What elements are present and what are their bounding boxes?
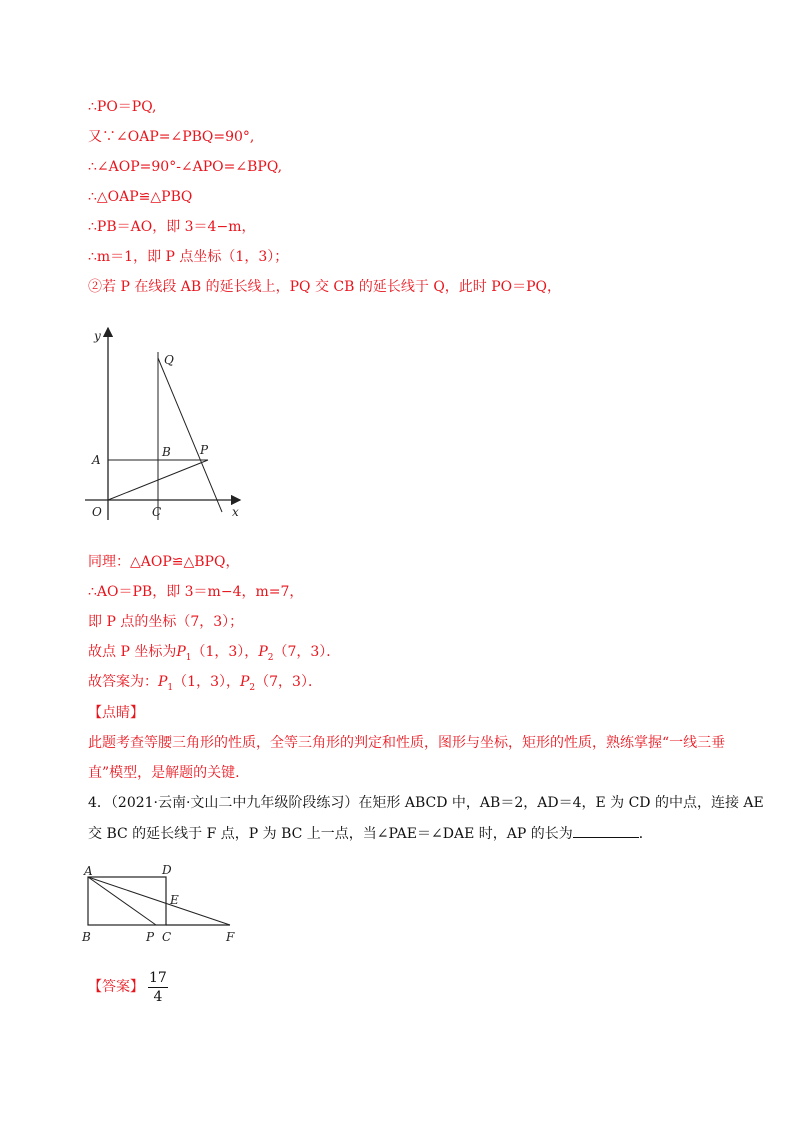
answer-numerator: 17: [149, 969, 167, 986]
solution-line-7: ②若 P 在线段 AB 的延长线上，PQ 交 CB 的延长线于 Q，此时 PO＝PQ，: [88, 279, 562, 295]
label-x: x: [232, 505, 239, 519]
rectangle-figure: [78, 862, 248, 947]
solution-line-8: 同理：△AOP≌△BPQ，: [88, 554, 240, 570]
label-A: A: [84, 864, 93, 878]
segment-AF: [88, 877, 230, 925]
segment-AP: [88, 877, 156, 925]
problem4-line-1: 4．（2021·云南·文山二中九年级阶段练习）在矩形 ABCD 中，AB＝2，AD＝4，E 为 CD 的中点，连接 AE: [88, 795, 764, 811]
answer-line: [88, 968, 168, 1006]
solution-line-5: ∴PB＝AO，即 3＝4−m，: [88, 219, 256, 235]
dianjing-header: 【点睛】: [88, 705, 144, 721]
conclusion-prefix: 故点 P 坐标为: [88, 644, 177, 660]
solution-line-9: ∴AO＝PB，即 3＝m−4，m=7，: [88, 584, 304, 600]
answer-prefix: 故答案为：: [88, 674, 158, 690]
conclusion-line-2: 故答案为：$P_1(1$，3），$P_2(7$，3）．: [88, 674, 322, 693]
label-C: C: [162, 930, 172, 944]
dianjing-text-2: 直”模型，是解题的关键.: [88, 765, 240, 781]
label-A: A: [92, 453, 101, 467]
label-y: y: [94, 329, 101, 343]
label-F: F: [226, 930, 235, 944]
solution-line-6: ∴m＝1，即 P 点坐标（1，3）；: [88, 249, 289, 265]
rectangle-ABCD: [88, 877, 166, 925]
coordinate-figure: [80, 320, 260, 525]
solution-line-2: 又∵∠OAP=∠PBQ=90°,: [88, 129, 255, 145]
label-C: C: [152, 505, 162, 519]
label-B: B: [82, 930, 91, 944]
label-E: E: [170, 893, 179, 907]
answer-header: 【答案】: [88, 979, 144, 995]
label-P: P: [146, 930, 155, 944]
dianjing-text-1: 此题考查等腰三角形的性质，全等三角形的判定和性质，图形与坐标，矩形的性质，熟练掌握“一线三垂: [88, 735, 726, 751]
answer-fraction: [148, 969, 168, 1006]
conclusion-line-1: 故点 P 坐标为$P_1(1$，3），$P_2(7$，3）．: [88, 644, 341, 663]
solution-line-1: ∴PO＝PQ,: [88, 99, 157, 115]
solution-line-3: ∴∠AOP=90°-∠APO=∠BPQ,: [88, 159, 283, 175]
answer-blank: [573, 823, 639, 838]
label-P: P: [200, 443, 209, 457]
label-D: D: [162, 863, 172, 877]
problem4-line-2: 交 BC 的延长线于 F 点，P 为 BC 上一点，当∠PAE＝∠DAE 时，AP 的长为 ．: [88, 823, 653, 844]
answer-denominator: 4: [153, 988, 163, 1005]
solution-line-4: ∴△OAP≌△PBQ: [88, 189, 193, 205]
label-B: B: [162, 445, 171, 459]
label-O: O: [92, 505, 102, 519]
segment-PQ: [158, 358, 222, 512]
solution-line-10: 即 P 点的坐标（7，3）；: [88, 614, 244, 630]
label-Q: Q: [164, 353, 174, 367]
